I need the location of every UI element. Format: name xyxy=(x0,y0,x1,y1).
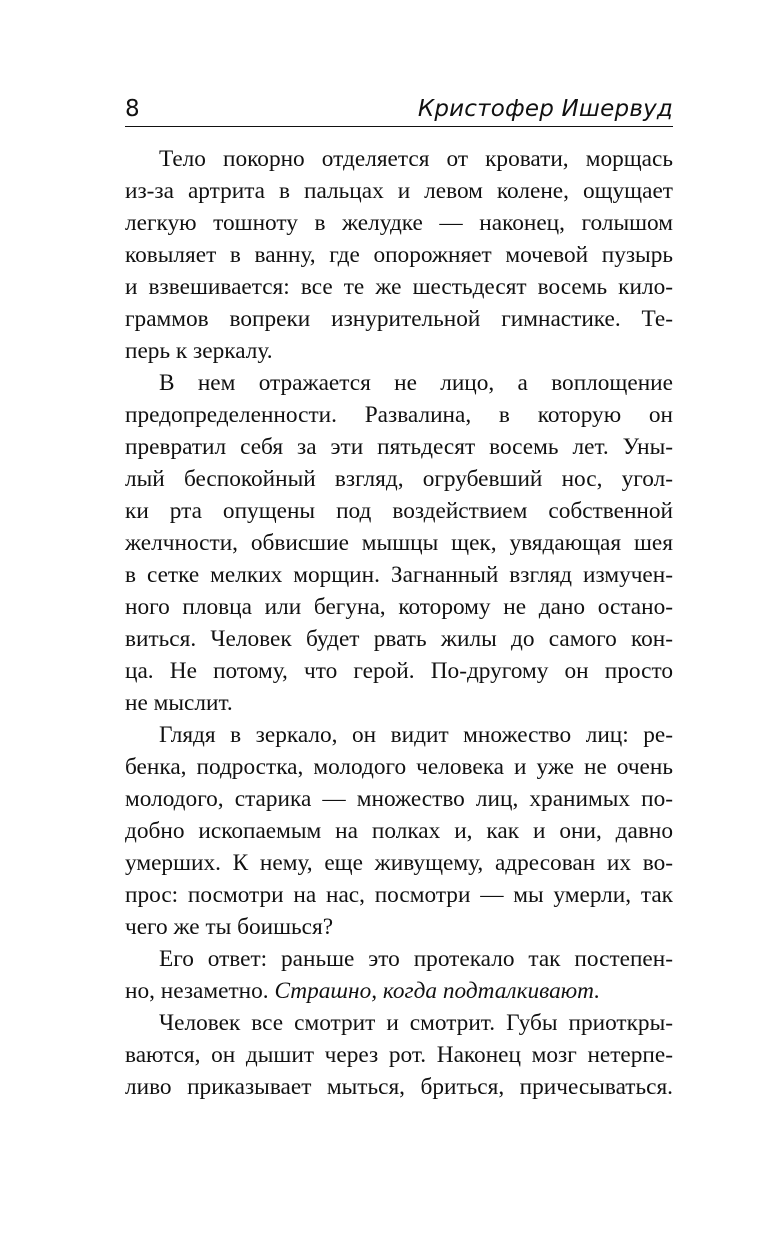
text-line: и взвешивается: все те же шестьдесят восемь кило- xyxy=(125,274,673,300)
paragraph-2 xyxy=(125,367,673,719)
text-line: ливо приказывает мыться, бриться, причесываться. xyxy=(125,1074,673,1100)
text-line: В нем отражается не лицо, а воплощение xyxy=(159,370,673,396)
text-line: лый беспокойный взгляд, огрубевший нос, угол- xyxy=(125,466,673,492)
paragraph-4 xyxy=(125,943,673,1007)
text-line: ки рта опущены под воздействием собственной xyxy=(125,498,673,524)
text-line: ного пловца или бегуна, которому не дано остано- xyxy=(125,594,673,620)
text-line: ковыляет в ванну, где опорожняет мочевой пузырь xyxy=(125,242,673,268)
text-line: ца. Не потому, что герой. По-другому он просто xyxy=(125,658,673,684)
text-line: умерших. К нему, еще живущему, адресован их во- xyxy=(125,850,673,876)
running-title: Кристофер Ишервуд xyxy=(417,96,673,122)
text-line: Человек все смотрит и смотрит. Губы приоткры- xyxy=(159,1010,673,1036)
text-line: легкую тошноту в желудке — наконец, голышом xyxy=(125,210,673,236)
text-line: Тело покорно отделяется от кровати, морщась xyxy=(159,146,673,172)
text-line: бенка, подростка, молодого человека и уже не очень xyxy=(125,754,673,780)
book-page xyxy=(125,92,673,1103)
paragraph-3 xyxy=(125,719,673,943)
text-line: молодого, старика — множество лиц, хранимых по- xyxy=(125,786,673,812)
running-header xyxy=(125,92,673,127)
paragraph-1 xyxy=(125,143,673,367)
text-line: Глядя в зеркало, он видит множество лиц: ре- xyxy=(159,722,673,748)
text-italic: Страшно, когда подталкивают. xyxy=(274,978,601,1004)
text-line: предопределенности. Развалина, в которую он xyxy=(125,402,673,428)
text-line: виться. Человек будет рвать жилы до самого кон- xyxy=(125,626,673,652)
text-line: перь к зеркалу. xyxy=(125,338,273,364)
text-line xyxy=(125,975,673,1007)
text-line: из-за артрита в пальцах и левом колене, ощущает xyxy=(125,178,673,204)
text-line: добно ископаемым на полках и, как и они, давно xyxy=(125,818,673,844)
text-line: не мыслит. xyxy=(125,690,233,716)
paragraph-5 xyxy=(125,1007,673,1103)
text-line: Его ответ: раньше это протекало так постепен- xyxy=(159,946,673,972)
text-line: в сетке мелких морщин. Загнанный взгляд измучен- xyxy=(125,562,673,588)
text-line: прос: посмотри на нас, посмотри — мы умерли, так xyxy=(125,882,673,908)
text-line: чего же ты боишься? xyxy=(125,914,334,940)
text-line: ваются, он дышит через рот. Наконец мозг нетерпе- xyxy=(125,1042,673,1068)
text-plain: но, незаметно. xyxy=(125,978,275,1004)
body-text xyxy=(125,143,673,1103)
text-line: превратил себя за эти пятьдесят восемь лет. Уны- xyxy=(125,434,673,460)
text-line: граммов вопреки изнурительной гимнастике. Те- xyxy=(125,306,673,332)
page-number: 8 xyxy=(125,96,140,122)
text-line: желчности, обвисшие мышцы щек, увядающая шея xyxy=(125,530,673,556)
